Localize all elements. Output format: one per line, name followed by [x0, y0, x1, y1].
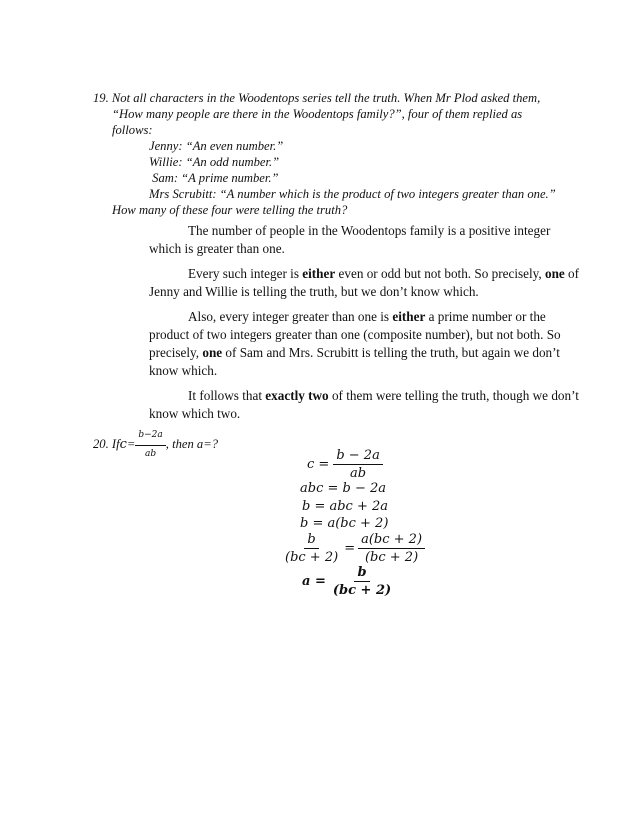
reply-willie: Willie: “An odd number.” — [149, 155, 280, 169]
answer-p1-line-1: The number of people in the Woodentops family is a positive integer — [188, 223, 551, 238]
q20-question: 20. If c = $\frac{b-2a}{ab}$ , then a=? — [93, 428, 218, 462]
answer-p3-line-3: precisely, one of Sam and Mrs. Scrubitt is telling the truth, but again we don’t — [149, 345, 560, 360]
answer-p4-line-2: know which two. — [149, 406, 241, 421]
answer-p3-line-4: know which. — [149, 363, 218, 378]
step-5: $\frac{b}{(bc + 2)}$ = $\frac{a(bc + 2)}{(bc + 2)}$ — [282, 532, 425, 565]
q20-fraction: $\frac{b-2a}{ab}$ — [135, 428, 165, 462]
step-3: b = abc + 2a — [302, 499, 389, 514]
step-4: b = a(bc + 2) — [300, 516, 389, 531]
answer-p1-line-2: which is greater than one. — [149, 241, 285, 256]
q19-question: How many of these four were telling the truth? — [112, 203, 348, 217]
answer-p3-line-1: Also, every integer greater than one is either a prime number or the — [188, 309, 546, 324]
step-2: abc = b − 2a — [300, 481, 387, 496]
answer-p2-line-1: Every such integer is either even or odd but not both. So precisely, one of — [188, 266, 580, 281]
answer-p4-line-1: It follows that exactly two of them were telling the truth, though we don’t — [188, 388, 579, 403]
step-1: c = $\frac{b - 2a}{ab}$ — [307, 448, 383, 481]
reply-jenny: Jenny: “An even number.” — [149, 139, 284, 153]
step-6-result: a = $\frac{b}{(bc + 2)}$ — [302, 565, 392, 598]
reply-mrs-scrubitt: Mrs Scrubitt: “A number which is the product of two integers greater than one.” — [149, 187, 556, 201]
answer-p2-line-2: Jenny and Willie is telling the truth, but we don’t know which. — [149, 284, 479, 299]
q19-line-2: “How many people are there in the Woodentops family?”, four of them replied as — [112, 107, 523, 121]
q19-line-1: 19. Not all characters in the Woodentops series tell the truth. When Mr Plod asked them, — [93, 91, 541, 105]
q19-line-3: follows: — [112, 123, 153, 137]
reply-sam: Sam: “A prime number.” — [149, 171, 279, 185]
answer-p3-line-2: product of two integers greater than one (composite number), but not both. So — [149, 327, 561, 342]
